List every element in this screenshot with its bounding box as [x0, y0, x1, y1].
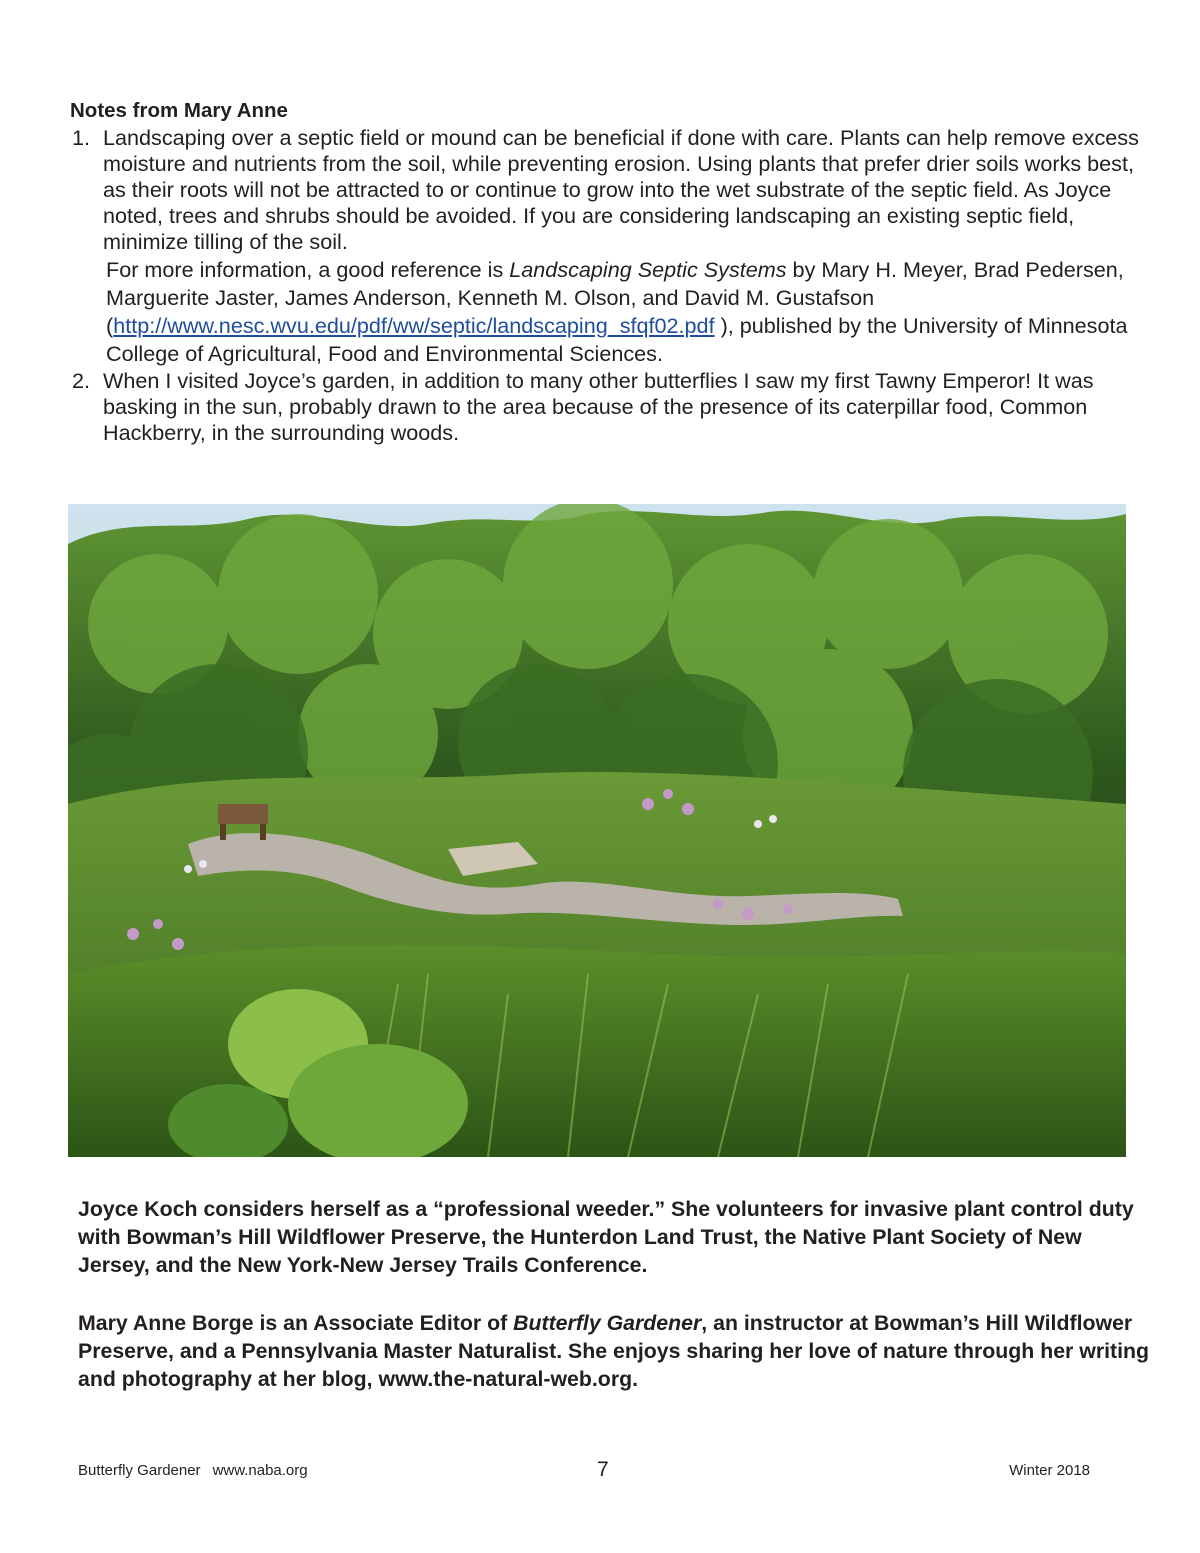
- notes-section: [70, 98, 1150, 446]
- bio-intro: Mary Anne Borge is an Associate Editor of: [78, 1311, 514, 1335]
- bio-rest: , an instructor at Bowman’s Hill Wildflower Preserve, and a Pennsylvania Master Naturalist. She enjoys sharing her love of nature through her writing and photography at her blog, www.the-natural-web.org.: [78, 1311, 1150, 1391]
- page-number: 7: [597, 1458, 609, 1481]
- reference-intro: For more information, a good reference is: [106, 257, 510, 282]
- notes-title: Notes from Mary Anne: [70, 99, 288, 122]
- note-text: When I visited Joyce’s garden, in addition to many other butterflies I saw my first Tawny Emperor! It was basking in the sun, probably drawn to the area because of the presence of its caterpillar food, Common Hackberry, in the surrounding woods.: [103, 368, 1094, 445]
- note-item-2: [70, 368, 1150, 446]
- note-item-1: [70, 125, 1150, 368]
- reference-authors: by Mary H. Meyer, Brad Pedersen, Marguerite Jaster, James Anderson, Kenneth M. Olson, and David M. Gustafson (: [106, 257, 1124, 338]
- footer-website: www.naba.org: [212, 1462, 308, 1479]
- reference-paragraph: [103, 256, 1150, 368]
- footer-publication: Butterfly Gardener: [78, 1462, 201, 1479]
- garden-photo: [68, 504, 1126, 1157]
- page-footer: [0, 1458, 1200, 1484]
- magazine-title: Butterfly Gardener: [513, 1311, 702, 1335]
- footer-left: [78, 1462, 308, 1479]
- joyce-bio: Joyce Koch considers herself as a “professional weeder.” She volunteers for invasive plant control duty with Bowman’s Hill Wildflower Preserve, the Hunterdon Land Trust, the Native Plant Society of New Jersey, and the New York-New Jersey Trails Conference.: [78, 1197, 1134, 1277]
- reference-link[interactable]: http://www.nesc.wvu.edu/pdf/ww/septic/landscaping_sfqf02.pdf: [113, 313, 715, 338]
- garden-illustration: [68, 504, 1126, 1157]
- book-title: Landscaping Septic Systems: [509, 257, 787, 282]
- reference-publisher: ), published by the University of Minnesota College of Agricultural, Food and Environmental Sciences.: [106, 313, 1128, 366]
- mary-anne-bio: [78, 1309, 1158, 1393]
- footer-issue: Winter 2018: [1009, 1462, 1090, 1479]
- note-number: 1.: [72, 125, 91, 150]
- note-text: Landscaping over a septic field or mound can be beneficial if done with care. Plants can help remove excess moisture and nutrients from the soil, while preventing erosion. Using plants that prefer drier soils works best, as their roots will not be attracted to or continue to grow into the wet substrate of the septic field. As Joyce noted, trees and shrubs should be avoided. If you are considering landscaping an existing septic field, minimize tilling of the soil.: [103, 125, 1139, 254]
- note-number: 2.: [72, 368, 91, 393]
